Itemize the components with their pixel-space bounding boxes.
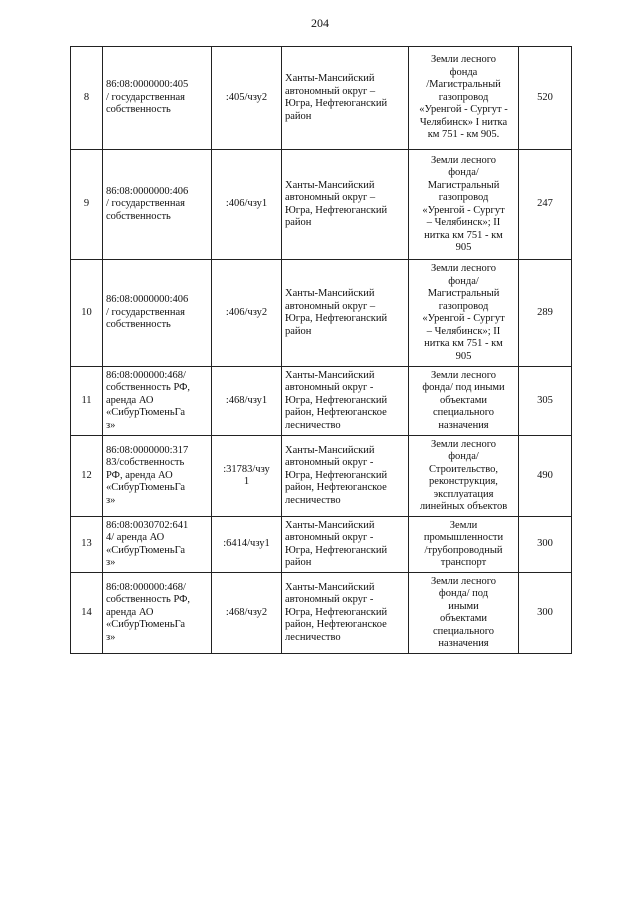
cadastral-number: 86:08:0030702:641 4/ аренда АО «СибурТюменьГа з» [103, 517, 212, 573]
cadastral-number: 86:08:000000:468/ собственность РФ, аренда АО «СибурТюменьГа з» [103, 573, 212, 654]
area: 490 [519, 436, 572, 517]
cadastral-number: 86:08:0000000:317 83/собственность РФ, аренда АО «СибурТюменьГа з» [103, 436, 212, 517]
location: Ханты-Мансийский автономный округ - Югра, Нефтеюганский район, Нефтеюганское лесничество [282, 573, 409, 654]
location: Ханты-Мансийский автономный округ - Югра, Нефтеюганский район [282, 517, 409, 573]
table-row [71, 260, 572, 367]
table-row [71, 150, 572, 260]
land-plots-table [70, 46, 572, 654]
location: Ханты-Мансийский автономный округ - Югра, Нефтеюганский район, Нефтеюганское лесничество [282, 367, 409, 436]
parcel-part: :468/чзу1 [212, 367, 282, 436]
row-number: 10 [71, 260, 103, 367]
cadastral-number: 86:08:0000000:406 / государственная собственность [103, 150, 212, 260]
row-number: 11 [71, 367, 103, 436]
table-row [71, 436, 572, 517]
row-number: 8 [71, 47, 103, 150]
land-category: Земли лесного фонда/ под иными объектами специального назначения [409, 573, 519, 654]
cadastral-number: 86:08:0000000:406 / государственная собственность [103, 260, 212, 367]
table-row [71, 573, 572, 654]
area: 300 [519, 517, 572, 573]
row-number: 13 [71, 517, 103, 573]
parcel-part: :31783/чзу 1 [212, 436, 282, 517]
page-number: 204 [311, 16, 329, 30]
location: Ханты-Мансийский автономный округ – Югра, Нефтеюганский район [282, 150, 409, 260]
location: Ханты-Мансийский автономный округ – Югра, Нефтеюганский район [282, 47, 409, 150]
land-category: Земли лесного фонда/ Магистральный газопровод «Уренгой - Сургут – Челябинск»; II нитка км 751 - км 905 [409, 150, 519, 260]
land-category: Земли промышленности /трубопроводный транспорт [409, 517, 519, 573]
area: 300 [519, 573, 572, 654]
area: 520 [519, 47, 572, 150]
parcel-part: :405/чзу2 [212, 47, 282, 150]
parcel-part: :468/чзу2 [212, 573, 282, 654]
cadastral-number: 86:08:0000000:405 / государственная собственность [103, 47, 212, 150]
row-number: 12 [71, 436, 103, 517]
parcel-part: :406/чзу1 [212, 150, 282, 260]
land-category: Земли лесного фонда/ Строительство, реконструкция, эксплуатация линейных объектов [409, 436, 519, 517]
table-row [71, 47, 572, 150]
land-category: Земли лесного фонда/ под иными объектами специального назначения [409, 367, 519, 436]
parcel-part: :6414/чзу1 [212, 517, 282, 573]
location: Ханты-Мансийский автономный округ - Югра, Нефтеюганский район, Нефтеюганское лесничество [282, 436, 409, 517]
land-category: Земли лесного фонда /Магистральный газопровод «Уренгой - Сургут - Челябинск» I нитка км 751 - км 905. [409, 47, 519, 150]
location: Ханты-Мансийский автономный округ – Югра, Нефтеюганский район [282, 260, 409, 367]
table-row [71, 367, 572, 436]
area: 289 [519, 260, 572, 367]
cadastral-number: 86:08:000000:468/ собственность РФ, аренда АО «СибурТюменьГа з» [103, 367, 212, 436]
row-number: 14 [71, 573, 103, 654]
area: 247 [519, 150, 572, 260]
land-category: Земли лесного фонда/ Магистральный газопровод «Уренгой - Сургут – Челябинск»; II нитка км 751 - км 905 [409, 260, 519, 367]
row-number: 9 [71, 150, 103, 260]
table-row [71, 517, 572, 573]
parcel-part: :406/чзу2 [212, 260, 282, 367]
area: 305 [519, 367, 572, 436]
